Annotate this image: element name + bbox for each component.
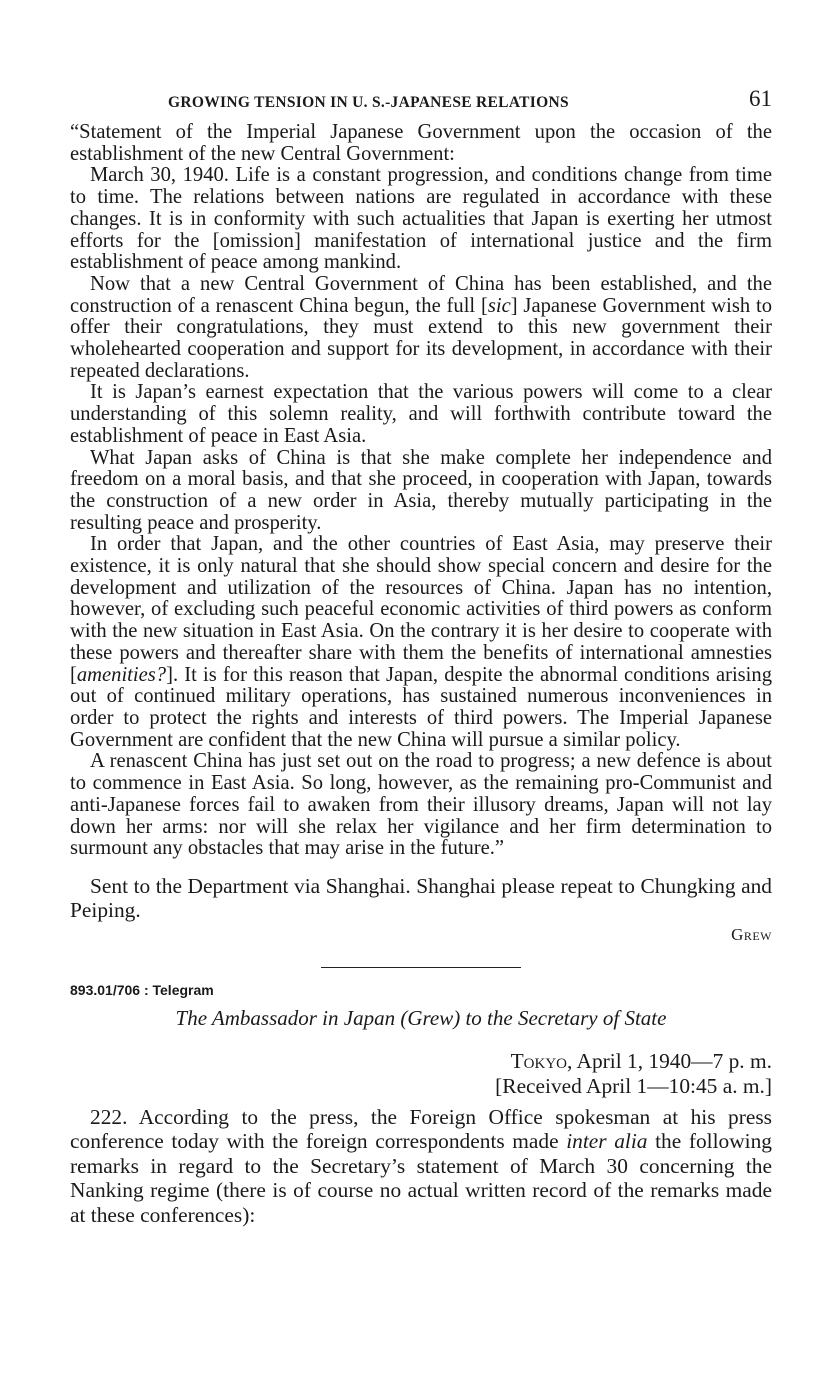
quote-opening: “Statement of the Imperial Japanese Government upon the occasion of the establishment of the new Central Government:	[70, 121, 772, 165]
quote-paragraph: What Japan asks of China is that she make complete her independence and freedom on a moral basis, and that she proceed, in cooperation with Japan, towards the construction of a new order in Asia, thereby mutually participating in the resulting peace and prosperity.	[70, 446, 772, 534]
place: Tokyo,	[510, 1048, 573, 1073]
dateline	[70, 1049, 772, 1074]
telegram-body	[70, 1105, 772, 1228]
page-number: 61	[749, 86, 772, 111]
quote-paragraph: It is Japan’s earnest expectation that the various powers will come to a clear understanding of this solemn reality, and will forthwith contribute toward the establishment of peace in East Asia.	[70, 381, 772, 447]
closing-section	[70, 874, 772, 923]
sic-note: sic	[487, 294, 511, 317]
file-reference: 893.01/706 : Telegram	[70, 981, 214, 998]
text-run: Now that a new Central Government of China has been established, and the construction of a renascent China begun, the full [	[70, 272, 772, 317]
signature: Grew	[731, 924, 772, 944]
quoted-statement	[70, 122, 772, 860]
section-divider	[321, 967, 521, 968]
page-header	[70, 86, 772, 122]
quote-paragraph	[70, 274, 772, 383]
text-run: 222. According to the press, the Foreign Office spokesman at his press conference today with the foreign correspondents made	[70, 1104, 772, 1154]
text-run: ]. It is for this reason that Japan, despite the abnormal conditions arising out of continued military operations, has sustained numerous inconveniences in order to protect the rights and interests of third powers. The Imperial Japanese Government are confident that the new China will pursue a similar policy.	[70, 663, 772, 751]
closing-paragraph: Sent to the Department via Shanghai. Shanghai please repeat to Chungking and Peiping.	[70, 873, 772, 923]
amenities-note: amenities?	[76, 663, 167, 686]
text-run: the following remarks in regard to the Secretary’s statement of March 30 concerning the Nanking regime (there is of course no actual written record of the remarks made at these conferences):	[70, 1129, 772, 1227]
received-line: [Received April 1—10:45 a. m.]	[495, 1073, 772, 1098]
text-run: In order that Japan, and the other countries of East Asia, may preserve their existence, it is only natural that she should show special concern and desire for the development and utilization of the resources of China. Japan has no intention, however, of excluding such peaceful economic activities of third powers as conform with the new situation in East Asia. On the contrary it is her desire to cooperate with these powers and thereafter share with them the benefits of international amnesties [	[70, 533, 772, 686]
text-run: ] Japanese Government wish to offer their congratulations, they must extend to this new government their wholehearted cooperation and support for its development, in accordance with their repeated declarations.	[70, 294, 772, 382]
document-title: The Ambassador in Japan (Grew) to the Secretary of State	[175, 1005, 667, 1030]
running-head: GROWING TENSION IN U. S.-JAPANESE RELATIONS	[168, 94, 569, 111]
document-page	[70, 86, 772, 1227]
quote-paragraph: March 30, 1940. Life is a constant progression, and conditions change from time to time. The relations between nations are regulated in accordance with these changes. It is in conformity with such actualities that Japan is exerting her utmost efforts for the [omission] manifestation of international justice and the firm establishment of peace among mankind.	[70, 164, 772, 274]
telegram-paragraph	[70, 1105, 772, 1228]
date-time: April 1, 1940—7 p. m.	[572, 1048, 772, 1073]
inter-alia-text: inter alia	[566, 1129, 648, 1154]
quote-paragraph	[70, 534, 772, 751]
quote-paragraph: A renascent China has just set out on the road to progress; a new defence is about to commence in East Asia. So long, however, as the remaining pro-Communist and anti-Japanese forces fail to awaken from their illusory dreams, Japan will not lay down her arms: nor will she relax her vigilance and her firm determination to surmount any obstacles that may arise in the future.”	[70, 750, 772, 860]
